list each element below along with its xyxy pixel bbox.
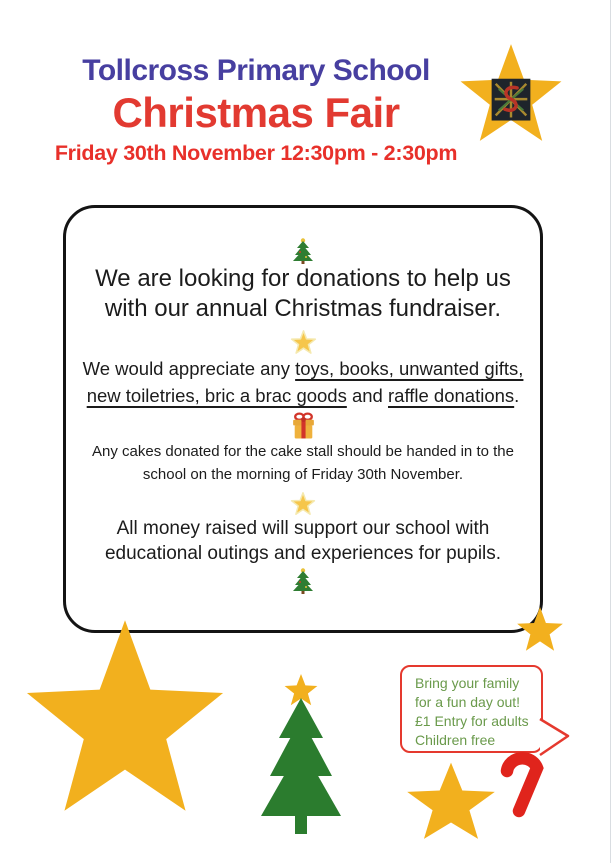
candy-cane-icon xyxy=(496,737,548,823)
text-line: We would appreciate any toys, books, unwanted gifts, xyxy=(82,358,524,379)
large-gold-star-icon xyxy=(22,616,228,816)
text-line: Any cakes donated for the cake stall should be handed in to the xyxy=(92,443,514,460)
cake-stall-paragraph xyxy=(92,440,514,486)
bubble-line: £1 Entry for adults xyxy=(415,713,529,729)
star-emoji-icon xyxy=(290,330,317,355)
text-line: school on the morning of Friday 30th November. xyxy=(142,466,464,483)
donation-items-paragraph xyxy=(83,355,524,409)
donations-info-box xyxy=(63,205,543,633)
text-line: with our annual Christmas fundraiser. xyxy=(104,295,502,322)
money-raised-paragraph xyxy=(105,516,501,566)
text-line: educational outings and experiences for pupils. xyxy=(104,543,502,564)
gold-star-icon xyxy=(516,606,564,652)
christmas-tree-with-star-icon xyxy=(257,674,345,834)
event-title: Christmas Fair xyxy=(112,89,400,136)
text-line: All money raised will support our school with xyxy=(116,518,490,539)
bubble-line: Children free xyxy=(415,732,496,748)
text-line: new toiletries, bric a brac goods and raffle donations. xyxy=(86,385,520,406)
gift-emoji-icon xyxy=(290,411,317,440)
donations-intro-paragraph xyxy=(95,264,511,324)
header xyxy=(0,54,512,166)
event-datetime: Friday 30th November 12:30pm - 2:30pm xyxy=(54,141,458,165)
star-emoji-icon xyxy=(290,492,316,516)
christmas-tree-icon xyxy=(292,238,314,264)
christmas-tree-icon xyxy=(292,568,314,594)
text-line: We are looking for donations to help us xyxy=(95,265,511,292)
school-crest-star-icon xyxy=(458,42,564,144)
bubble-line: Bring your family xyxy=(415,675,520,691)
gold-star-icon xyxy=(405,761,497,841)
school-name: Tollcross Primary School xyxy=(82,54,430,87)
bubble-line: for a fun day out! xyxy=(415,694,521,710)
